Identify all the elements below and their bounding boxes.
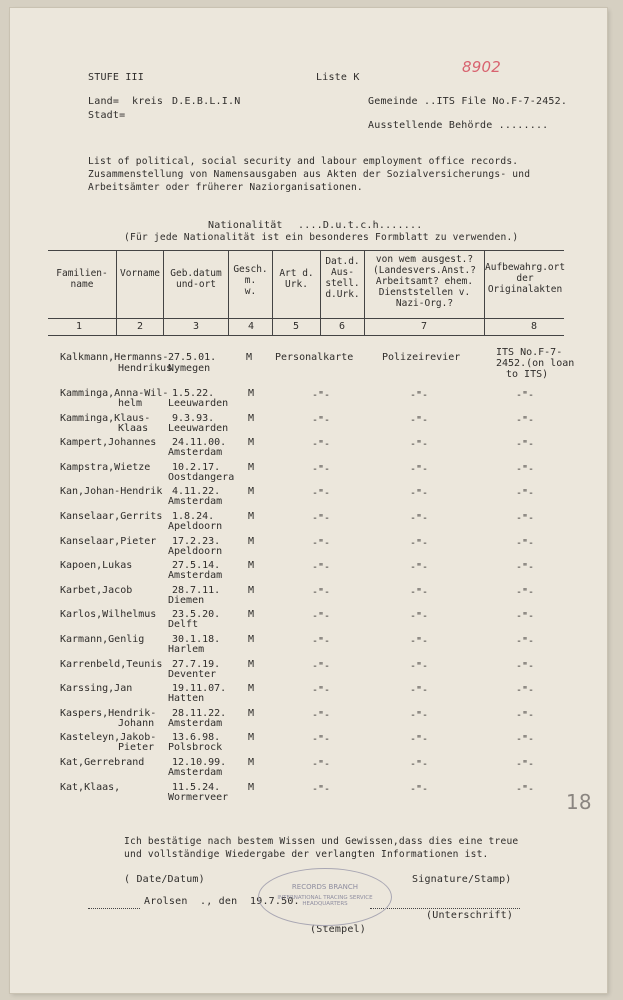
family-name: Karrenbeld,Teunis	[60, 659, 163, 670]
col-header-familienname: Familien- name	[56, 268, 108, 290]
family-name: Karmann,Genlig	[60, 634, 145, 645]
sex: M	[248, 486, 255, 497]
birth-place: Amsterdam	[168, 447, 223, 458]
place-value: Arolsen	[144, 896, 188, 907]
sex: M	[248, 585, 255, 596]
ditto-mark: -"-	[410, 611, 429, 622]
birth-place: Deventer	[168, 669, 217, 680]
sex: M	[248, 757, 255, 768]
sex: M	[248, 560, 255, 571]
nationality-value: ....D.u.t.c.h.......	[298, 220, 423, 231]
sex: M	[248, 437, 255, 448]
ditto-mark: -"-	[516, 784, 535, 795]
date-label: ( Date/Datum)	[124, 874, 205, 885]
birth-place: Wormerveer	[168, 792, 229, 803]
sex: M	[248, 609, 255, 620]
date-value: 19.7.50.	[250, 896, 300, 907]
ditto-mark: -"-	[312, 439, 331, 450]
sex: M	[248, 511, 255, 522]
birth-date: 28.11.22.	[172, 708, 227, 719]
ditto-mark: -"-	[516, 734, 535, 745]
given-name: Klaas	[118, 423, 149, 434]
birth-place: Polsbrock	[168, 742, 223, 753]
sex: M	[248, 462, 255, 473]
family-name: Kamminga,Anna-Wil-	[60, 388, 169, 399]
nationality-note: (Für jede Nationalität ist ein besonderes Formblatt zu verwenden.)	[124, 232, 519, 243]
ditto-mark: -"-	[410, 685, 429, 696]
birth-place: Amsterdam	[168, 767, 223, 778]
ditto-mark: -"-	[516, 513, 535, 524]
birth-date: 23.5.20.	[172, 609, 221, 620]
ditto-mark: -"-	[312, 513, 331, 524]
ditto-mark: -"-	[516, 611, 535, 622]
birth-date: 1.8.24.	[172, 511, 215, 522]
ditto-mark: -"-	[312, 587, 331, 598]
birth-place: Apeldoorn	[168, 546, 223, 557]
birth-date: 27.5.01.	[168, 352, 217, 363]
col-header-art: Art d. Urk.	[279, 268, 314, 290]
family-name: Kanselaar,Gerrits	[60, 511, 163, 522]
col-number: 2	[137, 321, 144, 332]
ditto-mark: -"-	[410, 636, 429, 647]
ditto-mark: -"-	[410, 710, 429, 721]
ditto-mark: -"-	[410, 759, 429, 770]
table-top-rule	[48, 250, 564, 251]
ditto-mark: -"-	[410, 562, 429, 573]
ditto-mark: -"-	[312, 390, 331, 401]
ditto-mark: -"-	[312, 464, 331, 475]
col-number: 5	[293, 321, 300, 332]
ditto-mark: -"-	[312, 734, 331, 745]
col-number: 1	[76, 321, 83, 332]
table-header-rule	[48, 318, 564, 319]
ditto-mark: -"-	[516, 415, 535, 426]
ditto-mark: -"-	[516, 710, 535, 721]
family-name: Karbet,Jacob	[60, 585, 133, 596]
signature-dotted-line	[370, 908, 520, 909]
unterschrift-label: (Unterschrift)	[426, 910, 514, 921]
birth-place: Apeldoorn	[168, 521, 223, 532]
sex: M	[248, 708, 255, 719]
ditto-mark: -"-	[516, 439, 535, 450]
ditto-mark: -"-	[312, 562, 331, 573]
col-number: 4	[248, 321, 255, 332]
given-name: Johann	[118, 718, 155, 729]
sex: M	[248, 683, 255, 694]
document-type: Personalkarte	[275, 352, 354, 363]
birth-date: 24.11.00.	[172, 437, 227, 448]
issued-by: Polizeirevier	[382, 352, 461, 363]
birth-place: Hatten	[168, 693, 205, 704]
sex: M	[248, 659, 255, 670]
ditto-mark: -"-	[516, 538, 535, 549]
sex: M	[246, 352, 253, 363]
stufe-label: STUFE III	[88, 72, 144, 83]
birth-place: Nymegen	[168, 363, 211, 374]
col-divider	[116, 250, 117, 336]
ditto-mark: -"-	[516, 390, 535, 401]
ditto-mark: -"-	[312, 636, 331, 647]
birth-place: Leeuwarden	[168, 423, 229, 434]
ditto-mark: -"-	[516, 636, 535, 647]
stamp-text-2: INTERNATIONAL TRACING SERVICE HEADQUARTERS	[277, 895, 373, 907]
ditto-mark: -"-	[312, 415, 331, 426]
birth-place: Leeuwarden	[168, 398, 229, 409]
ditto-mark: -"-	[312, 784, 331, 795]
birth-date: 12.10.99.	[172, 757, 227, 768]
ditto-mark: -"-	[312, 759, 331, 770]
given-name: Hendrikus	[118, 363, 173, 374]
col-divider	[272, 250, 273, 336]
confirmation-line-1: Ich bestätige nach bestem Wissen und Gewissen,dass dies eine treue	[124, 836, 519, 847]
storage-location: to ITS)	[506, 369, 549, 380]
family-name: Karssing,Jan	[60, 683, 133, 694]
family-name: Kan,Johan-Hendrik	[60, 486, 163, 497]
den-label: ., den	[200, 896, 238, 907]
ditto-mark: -"-	[410, 464, 429, 475]
ditto-mark: -"-	[312, 661, 331, 672]
ditto-mark: -"-	[312, 685, 331, 696]
ditto-mark: -"-	[312, 488, 331, 499]
given-name: Pieter	[118, 742, 155, 753]
birth-date: 9.3.93.	[172, 413, 215, 424]
kreis-label: kreis	[132, 96, 164, 107]
col-number: 3	[193, 321, 200, 332]
liste-label: Liste K	[316, 72, 360, 83]
col-divider	[163, 250, 164, 336]
birth-date: 1.5.22.	[172, 388, 215, 399]
stamp-text: RECORDS BRANCH	[291, 883, 359, 891]
table-number-rule	[48, 335, 564, 336]
sex: M	[248, 634, 255, 645]
col-number: 7	[421, 321, 428, 332]
birth-place: Amsterdam	[168, 718, 223, 729]
birth-date: 11.5.24.	[172, 782, 221, 793]
birth-place: Delft	[168, 619, 199, 630]
kreis-value: D.E.B.L.I.N	[172, 96, 241, 107]
ditto-mark: -"-	[410, 587, 429, 598]
family-name: Kalkmann,Hermanns-	[60, 352, 169, 363]
col-number: 6	[339, 321, 346, 332]
ditto-mark: -"-	[410, 661, 429, 672]
col-header-von-wem: von wem ausgest.? (Landesvers.Anst.? Arbeitsamt? ehem. Dienststellen v. Nazi-Org.?	[373, 254, 476, 309]
land-label: Land=	[88, 96, 120, 107]
family-name: Kamminga,Klaus-	[60, 413, 151, 424]
family-name: Kat,Gerrebrand	[60, 757, 145, 768]
birth-date: 17.2.23.	[172, 536, 221, 547]
ditto-mark: -"-	[410, 488, 429, 499]
ditto-mark: -"-	[516, 464, 535, 475]
birth-date: 13.6.98.	[172, 732, 221, 743]
birth-date: 27.7.19.	[172, 659, 221, 670]
ditto-mark: -"-	[410, 390, 429, 401]
sex: M	[248, 388, 255, 399]
family-name: Kaspers,Hendrik-	[60, 708, 157, 719]
date-dotted-line	[88, 908, 140, 909]
sex: M	[248, 536, 255, 547]
ditto-mark: -"-	[312, 710, 331, 721]
ditto-mark: -"-	[410, 415, 429, 426]
page-mark: 18	[566, 790, 592, 814]
ditto-mark: -"-	[410, 784, 429, 795]
nationality-label: Nationalität	[208, 220, 283, 231]
ditto-mark: -"-	[410, 439, 429, 450]
col-header-datum: Dat.d. Aus- stell. d.Urk.	[325, 256, 360, 300]
behoerde-label: Ausstellende Behörde ........	[368, 120, 549, 131]
ditto-mark: -"-	[410, 734, 429, 745]
ditto-mark: -"-	[516, 661, 535, 672]
intro-line-1: List of political, social security and labour employment office records.	[88, 156, 519, 167]
family-name: Kanselaar,Pieter	[60, 536, 157, 547]
col-number: 8	[531, 321, 538, 332]
birth-date: 28.7.11.	[172, 585, 221, 596]
family-name: Kasteleyn,Jakob-	[60, 732, 157, 743]
birth-date: 30.1.18.	[172, 634, 221, 645]
family-name: Kampert,Johannes	[60, 437, 157, 448]
confirmation-line-2: und vollständige Wiedergabe der verlangten Informationen ist.	[124, 849, 489, 860]
ditto-mark: -"-	[516, 685, 535, 696]
family-name: Kampstra,Wietze	[60, 462, 151, 473]
birth-place: Amsterdam	[168, 496, 223, 507]
birth-date: 10.2.17.	[172, 462, 221, 473]
gemeinde-value: ..ITS File No.F-7-2452.	[424, 96, 568, 107]
gemeinde-label: Gemeinde	[368, 96, 418, 107]
ditto-mark: -"-	[516, 759, 535, 770]
col-header-vorname: Vorname	[119, 268, 161, 279]
ditto-mark: -"-	[516, 488, 535, 499]
family-name: Kapoen,Lukas	[60, 560, 133, 571]
col-header-aufbewahrung: Aufbewahrg.ort der Originalakten	[485, 262, 566, 295]
birth-place: Diemen	[168, 595, 205, 606]
given-name: helm	[118, 398, 143, 409]
handwritten-reference: 8902	[462, 58, 501, 76]
storage-location: ITS No.F-7-	[496, 347, 563, 358]
ditto-mark: -"-	[312, 611, 331, 622]
birth-date: 19.11.07.	[172, 683, 227, 694]
storage-location: 2452.(on loan	[496, 358, 575, 369]
ditto-mark: -"-	[410, 538, 429, 549]
birth-date: 27.5.14.	[172, 560, 221, 571]
col-header-geschlecht: Gesch. m. w.	[233, 264, 268, 297]
ditto-mark: -"-	[410, 513, 429, 524]
signature-label: Signature/Stamp)	[412, 874, 512, 885]
ditto-mark: -"-	[516, 562, 535, 573]
ditto-mark: -"-	[516, 587, 535, 598]
family-name: Karlos,Wilhelmus	[60, 609, 157, 620]
birth-place: Oostdangera	[168, 472, 235, 483]
birth-place: Harlem	[168, 644, 205, 655]
birth-place: Amsterdam	[168, 570, 223, 581]
intro-line-3: Arbeitsämter oder früherer Naziorganisationen.	[88, 182, 363, 193]
birth-date: 4.11.22.	[172, 486, 221, 497]
sex: M	[248, 782, 255, 793]
stempel-label: (Stempel)	[310, 924, 366, 935]
col-header-geburt: Geb.datum und-ort	[170, 268, 222, 290]
sex: M	[248, 732, 255, 743]
sex: M	[248, 413, 255, 424]
records-branch-stamp	[258, 868, 392, 926]
ditto-mark: -"-	[312, 538, 331, 549]
intro-line-2: Zusammenstellung von Namensausgaben aus Akten der Sozialversicherungs- und	[88, 169, 531, 180]
stadt-label: Stadt=	[88, 110, 126, 121]
family-name: Kat,Klaas,	[60, 782, 121, 793]
